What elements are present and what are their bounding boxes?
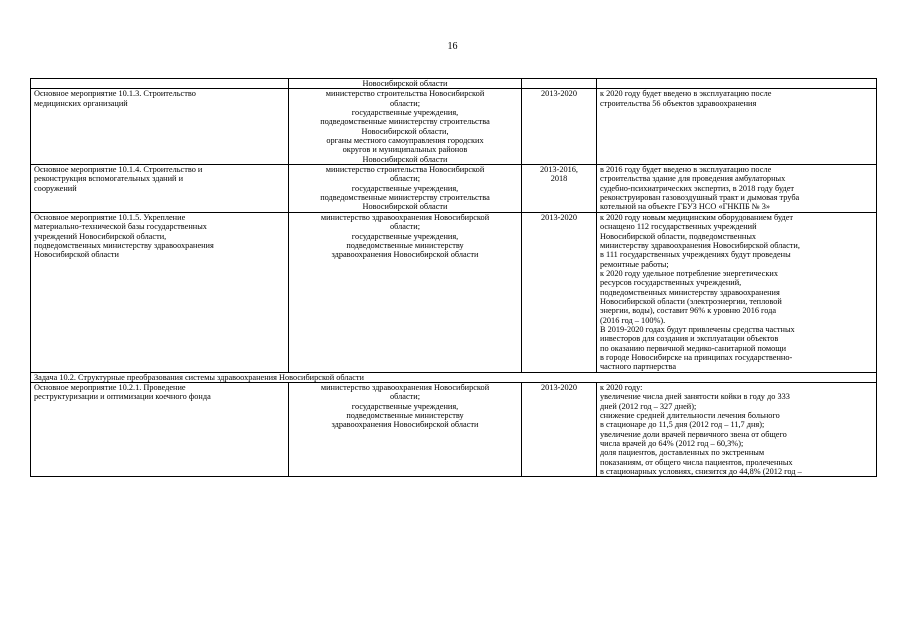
executor-cell-line: государственные учреждения, — [351, 231, 459, 241]
executor-cell-line: Новосибирской области, — [361, 126, 449, 136]
executor-cell-line: области; — [389, 222, 421, 232]
measure-name — [31, 79, 289, 89]
term-cell — [522, 79, 597, 89]
measure-name-line: реконструкция вспомогательных зданий и — [34, 174, 184, 184]
executor-cell-line: государственные учреждения, — [351, 183, 459, 193]
executor-cell-line: подведомственные министерству — [346, 240, 464, 250]
measure-name-line: Новосибирской области — [34, 250, 119, 260]
expected-result — [597, 383, 877, 477]
executor-cell-line: округов и муниципальных районов — [342, 145, 468, 155]
executor-cell — [289, 79, 522, 89]
expected-result-line: В 2019-2020 годах будут привлечены средства частных — [600, 324, 795, 334]
expected-result-line: в 111 государственных учреждениях будут проведены — [600, 250, 791, 260]
executor-cell-line: министерство строительства Новосибирской — [325, 89, 485, 99]
executor-cell-line: Новосибирской области — [362, 202, 448, 212]
expected-result-line: к 2020 году удельное потребление энергетических — [600, 268, 778, 278]
expected-result-line: в стационарных условиях, снизится до 44,8% (2012 год – — [600, 467, 802, 477]
expected-result-line: к 2020 году новым медицинским оборудованием будет — [600, 212, 794, 222]
term-cell-line: 2018 — [550, 174, 568, 184]
expected-result — [597, 165, 877, 213]
term-cell — [522, 89, 597, 165]
expected-result — [597, 89, 877, 165]
expected-result-line: увеличение числа дней занятости койки в году до 333 — [600, 392, 790, 402]
expected-result — [597, 79, 877, 89]
term-cell-line: 2013-2016, — [539, 165, 579, 175]
executor-cell — [289, 383, 522, 477]
table-row — [31, 212, 877, 372]
expected-result-line: снижение средней длительности лечения больного — [600, 411, 780, 421]
executor-cell — [289, 165, 522, 213]
executor-cell — [289, 212, 522, 372]
table-row — [31, 89, 877, 165]
expected-result-line: в стационаре до 11,5 дня (2012 год – 11,7 дня); — [600, 420, 765, 430]
expected-result-line: оснащено 112 государственных учреждений — [600, 222, 757, 232]
executor-cell-line: Новосибирской области — [362, 154, 448, 164]
measure-name-line: подведомственных министерству здравоохранения — [34, 240, 214, 250]
measure-name — [31, 165, 289, 213]
term-cell-line: 2013-2020 — [541, 89, 577, 99]
expected-result-line: инвесторов для создания и эксплуатации объектов — [600, 334, 779, 344]
measure-name — [31, 89, 289, 165]
measure-name-line: медицинских организаций — [34, 98, 128, 108]
expected-result-line: числа врачей до 64% (2012 год – 60,3%); — [600, 439, 744, 449]
expected-result-line: доля пациентов, доставленных по экстренным — [600, 448, 765, 458]
executor-cell — [289, 89, 522, 165]
expected-result-line: Новосибирской области, подведомственных — [600, 231, 757, 241]
measure-name-line: материально-технической базы государственных — [34, 222, 207, 232]
term-cell-line: 2013-2020 — [541, 383, 577, 392]
expected-result-line: судебно-психиатрических экспертиз, в 2018 году будет — [600, 183, 795, 193]
measure-name — [31, 383, 289, 477]
table-row — [31, 383, 877, 477]
executor-cell-line: государственные учреждения, — [351, 401, 459, 411]
executor-cell-line: Новосибирской области — [362, 79, 448, 88]
measure-name-line: реструктуризации и оптимизации коечного фонда — [34, 392, 211, 402]
expected-result-line: увеличение доли врачей первичного звена от общего — [600, 429, 787, 439]
executor-cell-line: области; — [389, 98, 421, 108]
expected-result-line: частного партнерства — [600, 362, 677, 372]
task-row — [31, 372, 877, 382]
expected-result-line: строительства здание для проведения амбулаторных — [600, 174, 786, 184]
expected-result-line: к 2020 году: — [600, 383, 643, 392]
measure-name-line: Основное мероприятие 10.1.3. Строительство — [34, 89, 196, 99]
expected-result-line: по оказанию первичной медико-санитарной помощи — [600, 343, 787, 353]
expected-result-line: энергии, воды), составит 96% к уровню 2016 года — [600, 306, 777, 316]
measure-name-line: сооружений — [34, 183, 77, 193]
expected-result-line: в городе Новосибирске на принципах государственно- — [600, 352, 793, 362]
expected-result — [597, 212, 877, 372]
measures-table — [30, 78, 877, 477]
executor-cell-line: государственные учреждения, — [351, 108, 459, 118]
expected-result-line: строительства 56 объектов здравоохранения — [600, 98, 757, 108]
executor-cell-line: здравоохранения Новосибирской области — [331, 250, 479, 260]
executor-cell-line: подведомственные министерству — [346, 411, 464, 421]
executor-cell-line: органы местного самоуправления городских — [326, 136, 484, 146]
expected-result-line: ремонтные работы; — [600, 259, 669, 269]
term-cell — [522, 383, 597, 477]
measure-name-line: Основное мероприятие 10.2.1. Проведение — [34, 383, 186, 392]
executor-cell-line: подведомственные министерству строительства — [320, 117, 490, 127]
measure-name-line: учреждений Новосибирской области, — [34, 231, 167, 241]
expected-result-line: ресурсов государственных учреждений, — [600, 278, 742, 288]
measure-name-line: Основное мероприятие 10.1.5. Укрепление — [34, 212, 186, 222]
executor-cell-line: подведомственные министерству строительства — [320, 193, 490, 203]
executor-cell-line: области; — [389, 174, 421, 184]
term-cell-line: 2013-2020 — [541, 212, 577, 222]
measure-name — [31, 212, 289, 372]
expected-result-line: показаниям, от общего числа пациентов, пролеченных — [600, 457, 793, 467]
executor-cell-line: министерство здравоохранения Новосибирской — [320, 212, 490, 222]
executor-cell-line: министерство строительства Новосибирской — [325, 165, 485, 175]
term-cell — [522, 212, 597, 372]
page-number: 16 — [447, 41, 458, 52]
measure-name-line: Основное мероприятие 10.1.4. Строительство и — [34, 165, 203, 175]
table-row — [31, 79, 877, 89]
term-cell — [522, 165, 597, 213]
expected-result-line: реконструирован газовоздушный тракт и дымовая труба — [600, 193, 800, 203]
task-heading: Задача 10.2. Структурные преобразования системы здравоохранения Новосибирской области — [31, 372, 877, 382]
expected-result-line: (2016 год – 100%). — [600, 315, 666, 325]
expected-result-line: котельной на объекте ГБУЗ НСО «ГНКПБ № 3» — [600, 202, 771, 212]
expected-result-line: дней (2012 год – 327 дней); — [600, 401, 697, 411]
table-row — [31, 165, 877, 213]
expected-result-line: Новосибирской области (электроэнергии, тепловой — [600, 296, 782, 306]
executor-cell-line: здравоохранения Новосибирской области — [331, 420, 479, 430]
executor-cell-line: министерство здравоохранения Новосибирской — [320, 383, 490, 392]
expected-result-line: в 2016 году будет введено в эксплуатацию после — [600, 165, 772, 175]
executor-cell-line: области; — [389, 392, 421, 402]
expected-result-line: к 2020 году будет введено в эксплуатацию после — [600, 89, 772, 99]
expected-result-line: подведомственных министерству здравоохранения — [600, 287, 780, 297]
expected-result-line: министерству здравоохранения Новосибирской области, — [600, 240, 800, 250]
